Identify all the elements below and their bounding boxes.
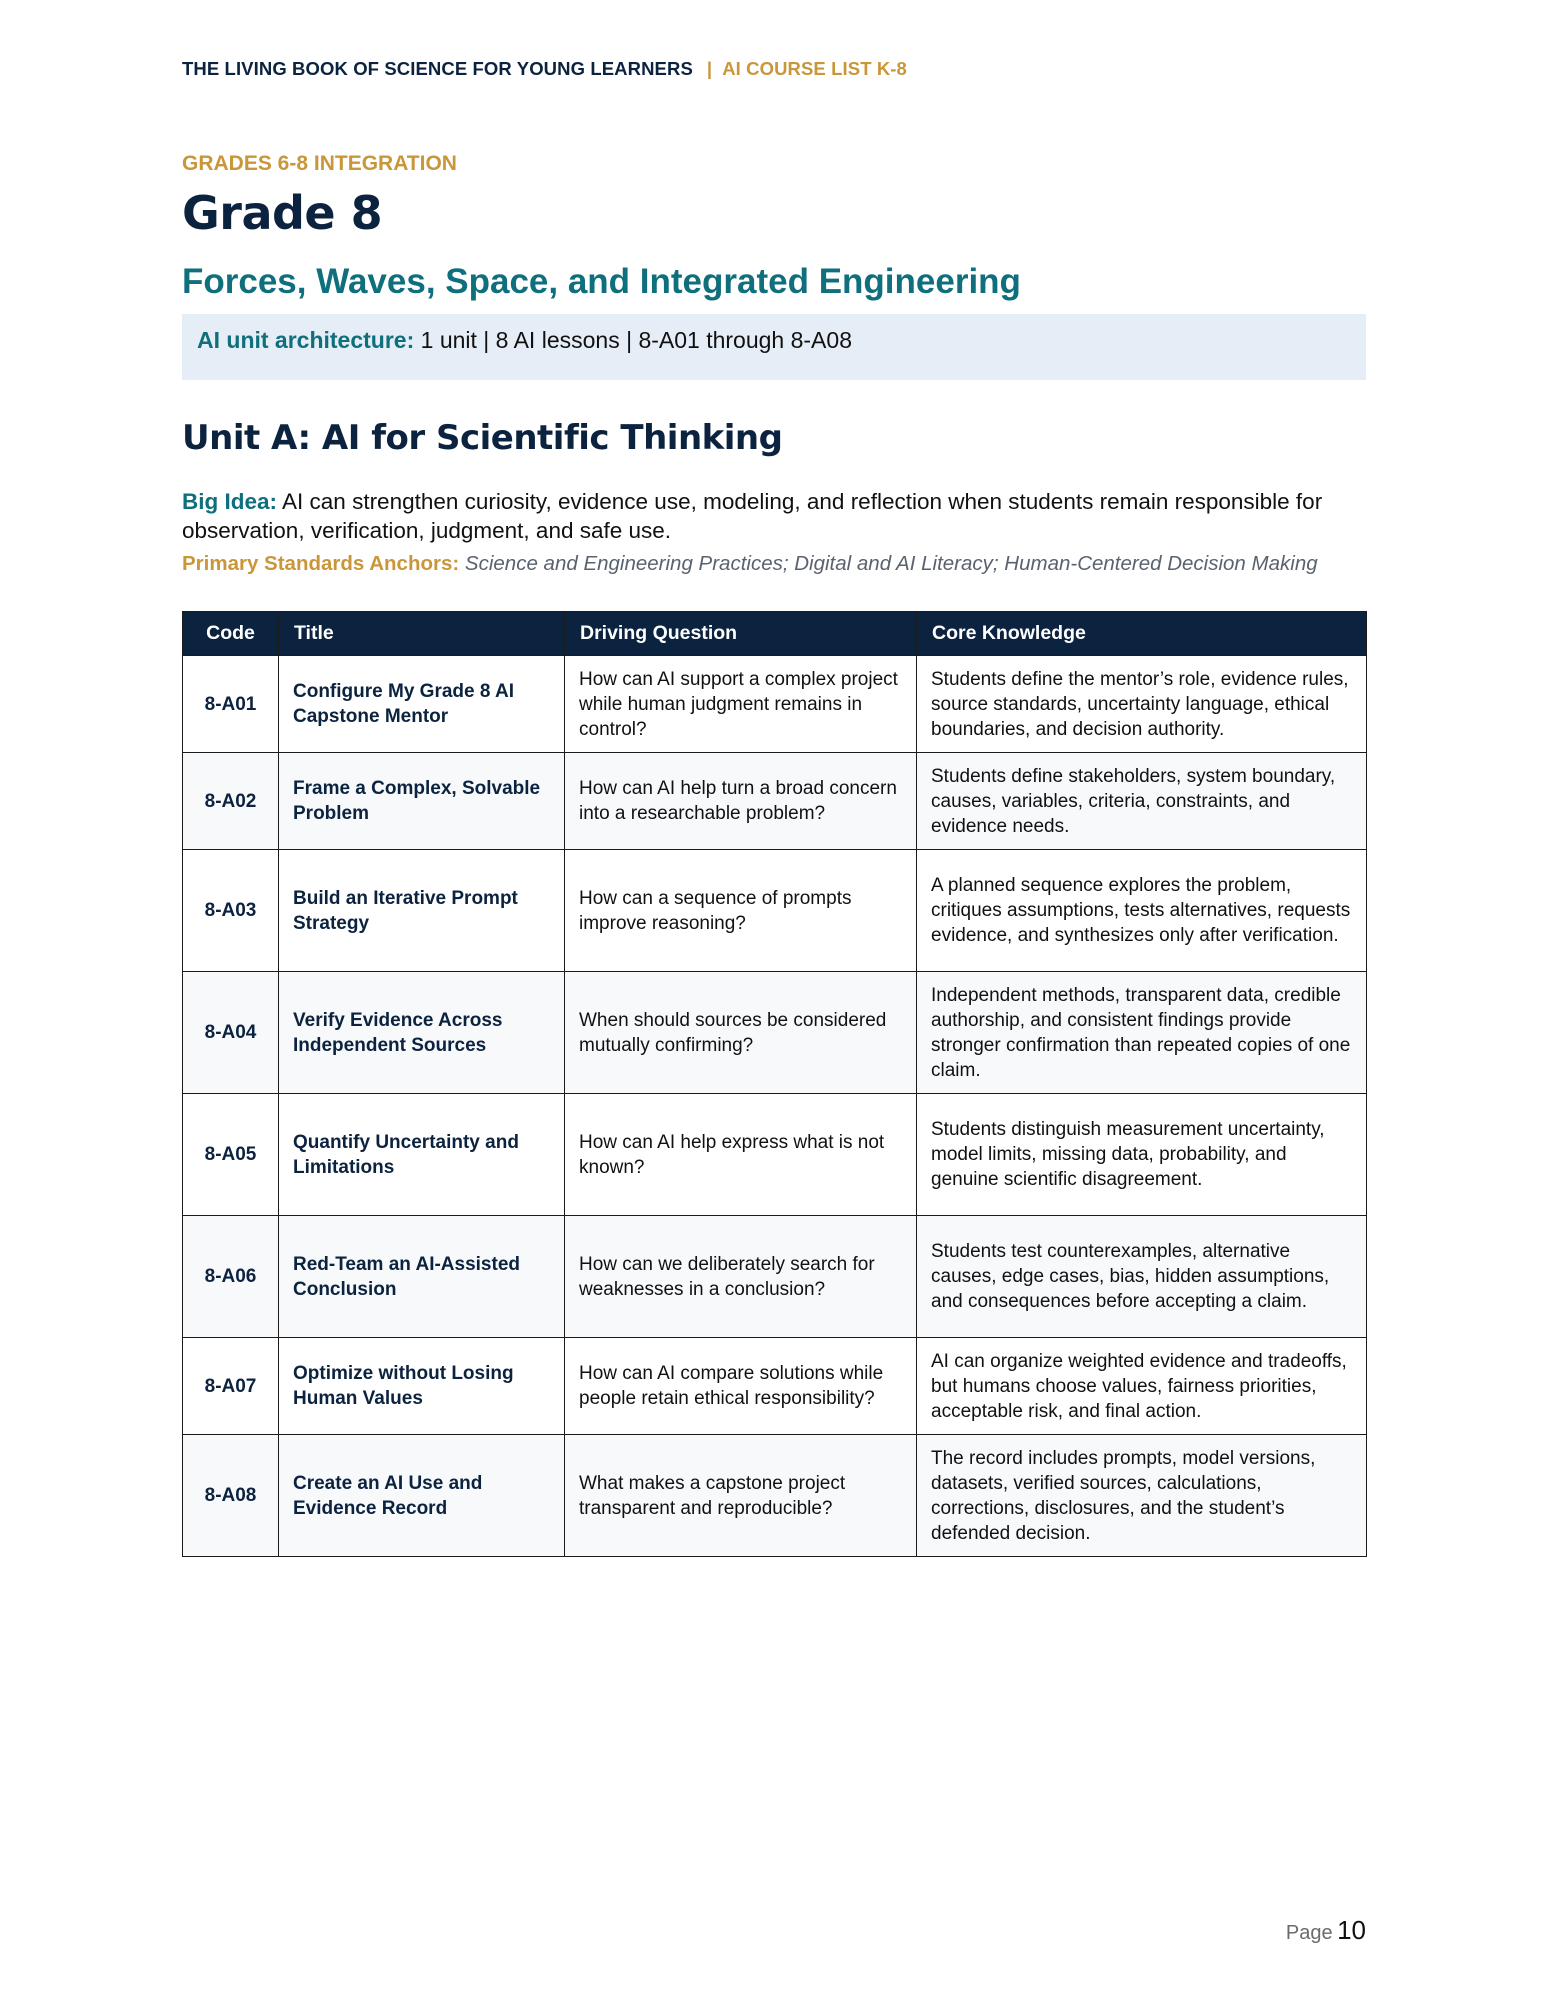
lesson-title: Build an Iterative Prompt Strategy xyxy=(279,850,565,972)
core-knowledge: A planned sequence explores the problem, critiques assumptions, tests alternatives, requests evidence, and synthesizes only after verification. xyxy=(917,850,1367,972)
lesson-title: Quantify Uncertainty and Limitations xyxy=(279,1094,565,1216)
table-row xyxy=(183,1435,1367,1557)
lesson-code: 8-A08 xyxy=(183,1435,279,1557)
column-header-title: Title xyxy=(279,612,565,656)
architecture-callout xyxy=(182,314,1366,380)
core-knowledge: Students test counterexamples, alternative causes, edge cases, bias, hidden assumptions, and consequences before accepting a claim. xyxy=(917,1216,1367,1338)
core-knowledge: The record includes prompts, model versions, datasets, verified sources, calculations, corrections, disclosures, and the student’s defended decision. xyxy=(917,1435,1367,1557)
table-row xyxy=(183,1216,1367,1338)
lesson-code: 8-A04 xyxy=(183,972,279,1094)
driving-question: How can a sequence of prompts improve reasoning? xyxy=(565,850,917,972)
big-idea-label: Big Idea: xyxy=(182,489,278,514)
lesson-code: 8-A01 xyxy=(183,656,279,753)
core-knowledge: AI can organize weighted evidence and tradeoffs, but humans choose values, fairness priorities, acceptable risk, and final action. xyxy=(917,1338,1367,1435)
table-row xyxy=(183,753,1367,850)
grade-subtitle: Forces, Waves, Space, and Integrated Engineering xyxy=(182,262,1021,301)
table-row xyxy=(183,1338,1367,1435)
lesson-code: 8-A06 xyxy=(183,1216,279,1338)
lesson-code: 8-A07 xyxy=(183,1338,279,1435)
driving-question: What makes a capstone project transparent and reproducible? xyxy=(565,1435,917,1557)
page-number xyxy=(1286,1915,1366,1946)
table-row xyxy=(183,972,1367,1094)
big-idea xyxy=(182,487,1366,545)
header-separator: | xyxy=(706,58,713,79)
lessons-table xyxy=(182,611,1367,1557)
column-header-code: Code xyxy=(183,612,279,656)
column-header-driving-question: Driving Question xyxy=(565,612,917,656)
driving-question: How can AI help turn a broad concern into a researchable problem? xyxy=(565,753,917,850)
page-label: Page xyxy=(1285,1922,1333,1944)
lesson-code: 8-A03 xyxy=(183,850,279,972)
table-row xyxy=(183,1094,1367,1216)
core-knowledge: Students define the mentor’s role, evidence rules, source standards, uncertainty language, ethical boundaries, and decision authority. xyxy=(917,656,1367,753)
driving-question: When should sources be considered mutually confirming? xyxy=(565,972,917,1094)
lesson-code: 8-A02 xyxy=(183,753,279,850)
standards-text: Science and Engineering Practices; Digital and AI Literacy; Human-Centered Decision Making xyxy=(459,552,1318,575)
running-header xyxy=(182,58,907,80)
book-title: THE LIVING BOOK OF SCIENCE FOR YOUNG LEARNERS xyxy=(182,58,693,79)
core-knowledge: Students distinguish measurement uncertainty, model limits, missing data, probability, and genuine scientific disagreement. xyxy=(917,1094,1367,1216)
lesson-title: Create an AI Use and Evidence Record xyxy=(279,1435,565,1557)
core-knowledge: Students define stakeholders, system boundary, causes, variables, criteria, constraints, and evidence needs. xyxy=(917,753,1367,850)
lesson-title: Optimize without Losing Human Values xyxy=(279,1338,565,1435)
column-header-core-knowledge: Core Knowledge xyxy=(917,612,1367,656)
driving-question: How can AI help express what is not known? xyxy=(565,1094,917,1216)
architecture-label: AI unit architecture: xyxy=(197,327,415,353)
core-knowledge: Independent methods, transparent data, credible authorship, and consistent findings provide stronger confirmation than repeated copies of one claim. xyxy=(917,972,1367,1094)
architecture-value: 1 unit | 8 AI lessons | 8-A01 through 8-A08 xyxy=(414,327,852,353)
unit-title: Unit A: AI for Scientific Thinking xyxy=(182,418,783,458)
driving-question: How can we deliberately search for weaknesses in a conclusion? xyxy=(565,1216,917,1338)
lesson-title: Frame a Complex, Solvable Problem xyxy=(279,753,565,850)
lesson-title: Verify Evidence Across Independent Sources xyxy=(279,972,565,1094)
section-eyebrow: GRADES 6-8 INTEGRATION xyxy=(182,152,457,175)
lesson-title: Red-Team an AI-Assisted Conclusion xyxy=(279,1216,565,1338)
driving-question: How can AI compare solutions while people retain ethical responsibility? xyxy=(565,1338,917,1435)
lesson-title: Configure My Grade 8 AI Capstone Mentor xyxy=(279,656,565,753)
table-row xyxy=(183,656,1367,753)
page-number-value: 10 xyxy=(1337,1915,1366,1945)
grade-title: Grade 8 xyxy=(182,186,383,240)
lesson-code: 8-A05 xyxy=(183,1094,279,1216)
course-list-label: AI COURSE LIST K-8 xyxy=(722,58,907,79)
table-row xyxy=(183,850,1367,972)
table-header-row xyxy=(183,612,1367,656)
driving-question: How can AI support a complex project while human judgment remains in control? xyxy=(565,656,917,753)
big-idea-text: AI can strengthen curiosity, evidence use, modeling, and reflection when students remain responsible for observation, verification, judgment, and safe use. xyxy=(182,489,1323,543)
standards-anchors xyxy=(182,552,1366,576)
standards-label: Primary Standards Anchors: xyxy=(182,552,460,575)
